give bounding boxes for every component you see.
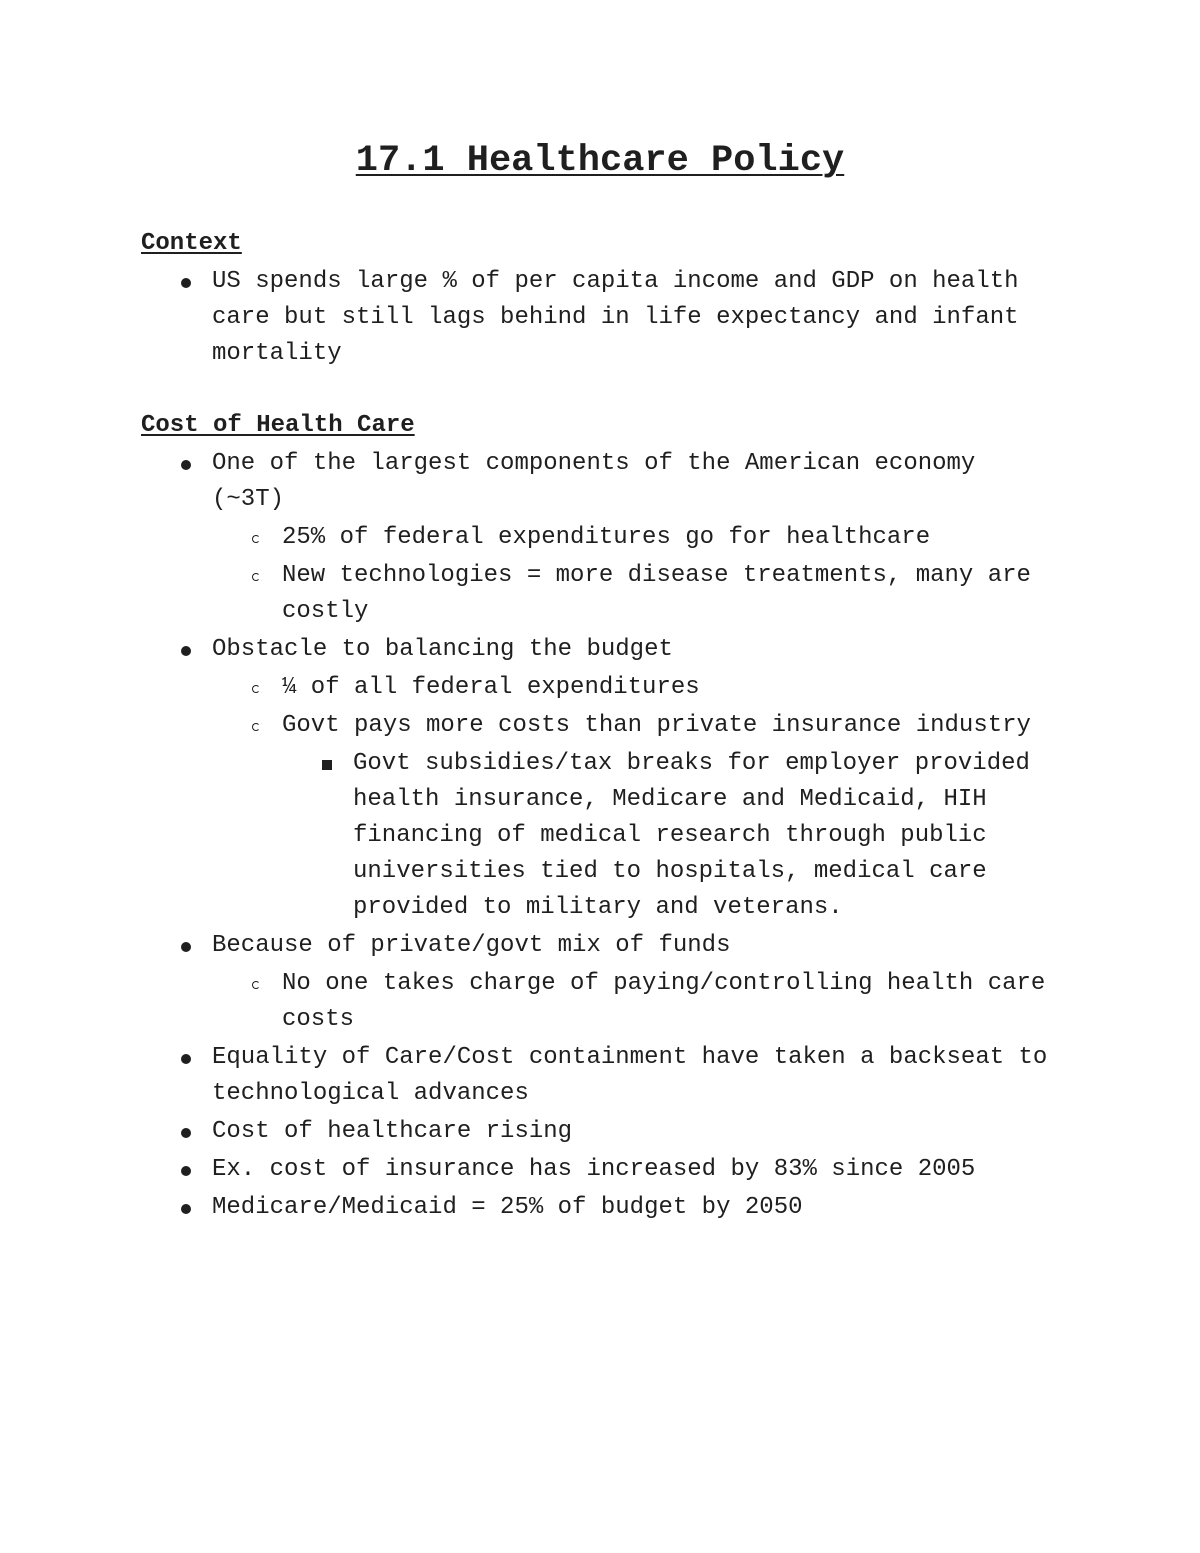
- bullet-circle-icon: [252, 685, 260, 693]
- bullet-list: [141, 264, 1061, 372]
- bullet-circle-icon: [252, 573, 260, 581]
- page-title: 17.1 Healthcare Policy: [355, 140, 845, 182]
- bullet-list: [141, 446, 1061, 1226]
- list-item-text: ¼ of all federal expenditures: [282, 674, 700, 701]
- list-item: [282, 746, 1061, 926]
- list-item: [212, 670, 1061, 706]
- list-item-text: US spends large % of per capita income and GDP on health care but still lags behind in life expectancy and infant mortality: [212, 268, 1019, 367]
- bullet-square-icon: [322, 760, 332, 770]
- list-item-text: 25% of federal expenditures go for healthcare: [282, 524, 931, 551]
- list-item-text: New technologies = more disease treatments, many are costly: [282, 562, 1031, 625]
- list-item-text: Obstacle to balancing the budget: [212, 636, 673, 663]
- list-item-text: Medicare/Medicaid = 25% of budget by 2050: [212, 1194, 803, 1221]
- bullet-disc-icon: [181, 1128, 191, 1138]
- bullet-disc-icon: [181, 942, 191, 952]
- list-item: [141, 1152, 1061, 1188]
- list-item-text: Equality of Care/Cost containment have taken a backseat to technological advances: [212, 1044, 1048, 1107]
- sub-bullet-list: [212, 670, 1061, 926]
- bullet-circle-icon: [252, 981, 260, 989]
- list-item: [141, 632, 1061, 926]
- list-item: [141, 928, 1061, 1038]
- list-item: [141, 1114, 1061, 1150]
- bullet-circle-icon: [252, 535, 260, 543]
- bullet-disc-icon: [181, 1054, 191, 1064]
- sub-bullet-list: [212, 520, 1061, 630]
- list-item: [212, 558, 1061, 630]
- list-item: [141, 1040, 1061, 1112]
- bullet-disc-icon: [181, 1166, 191, 1176]
- list-item-text: Cost of healthcare rising: [212, 1118, 573, 1145]
- list-item: [141, 264, 1061, 372]
- section-context: [141, 226, 1061, 372]
- list-item: [212, 708, 1061, 926]
- bullet-disc-icon: [181, 1204, 191, 1214]
- bullet-disc-icon: [181, 646, 191, 656]
- bullet-disc-icon: [181, 460, 191, 470]
- sub-sub-bullet-list: [282, 746, 1061, 926]
- bullet-circle-icon: [252, 723, 260, 731]
- list-item: [212, 520, 1061, 556]
- list-item-text: Ex. cost of insurance has increased by 83% since 2005: [212, 1156, 976, 1183]
- list-item: [212, 966, 1061, 1038]
- list-item: [141, 1190, 1061, 1226]
- list-item-text: Because of private/govt mix of funds: [212, 932, 731, 959]
- section-heading: Cost of Health Care: [141, 412, 415, 439]
- list-item-text: One of the largest components of the American economy (~3T): [212, 450, 976, 513]
- list-item-text: Govt pays more costs than private insurance industry: [282, 712, 1031, 739]
- section-cost-of-health-care: [141, 408, 1061, 1226]
- list-item: [141, 446, 1061, 630]
- sub-bullet-list: [212, 966, 1061, 1038]
- section-heading: Context: [141, 230, 242, 257]
- list-item-text: No one takes charge of paying/controlling health care costs: [282, 970, 1046, 1033]
- bullet-disc-icon: [181, 278, 191, 288]
- document-body: [141, 226, 1061, 1226]
- list-item-text: Govt subsidies/tax breaks for employer provided health insurance, Medicare and Medicaid, HIH financing of medical research through public universities tied to hospitals, medical care provided to military and veterans.: [353, 750, 1030, 921]
